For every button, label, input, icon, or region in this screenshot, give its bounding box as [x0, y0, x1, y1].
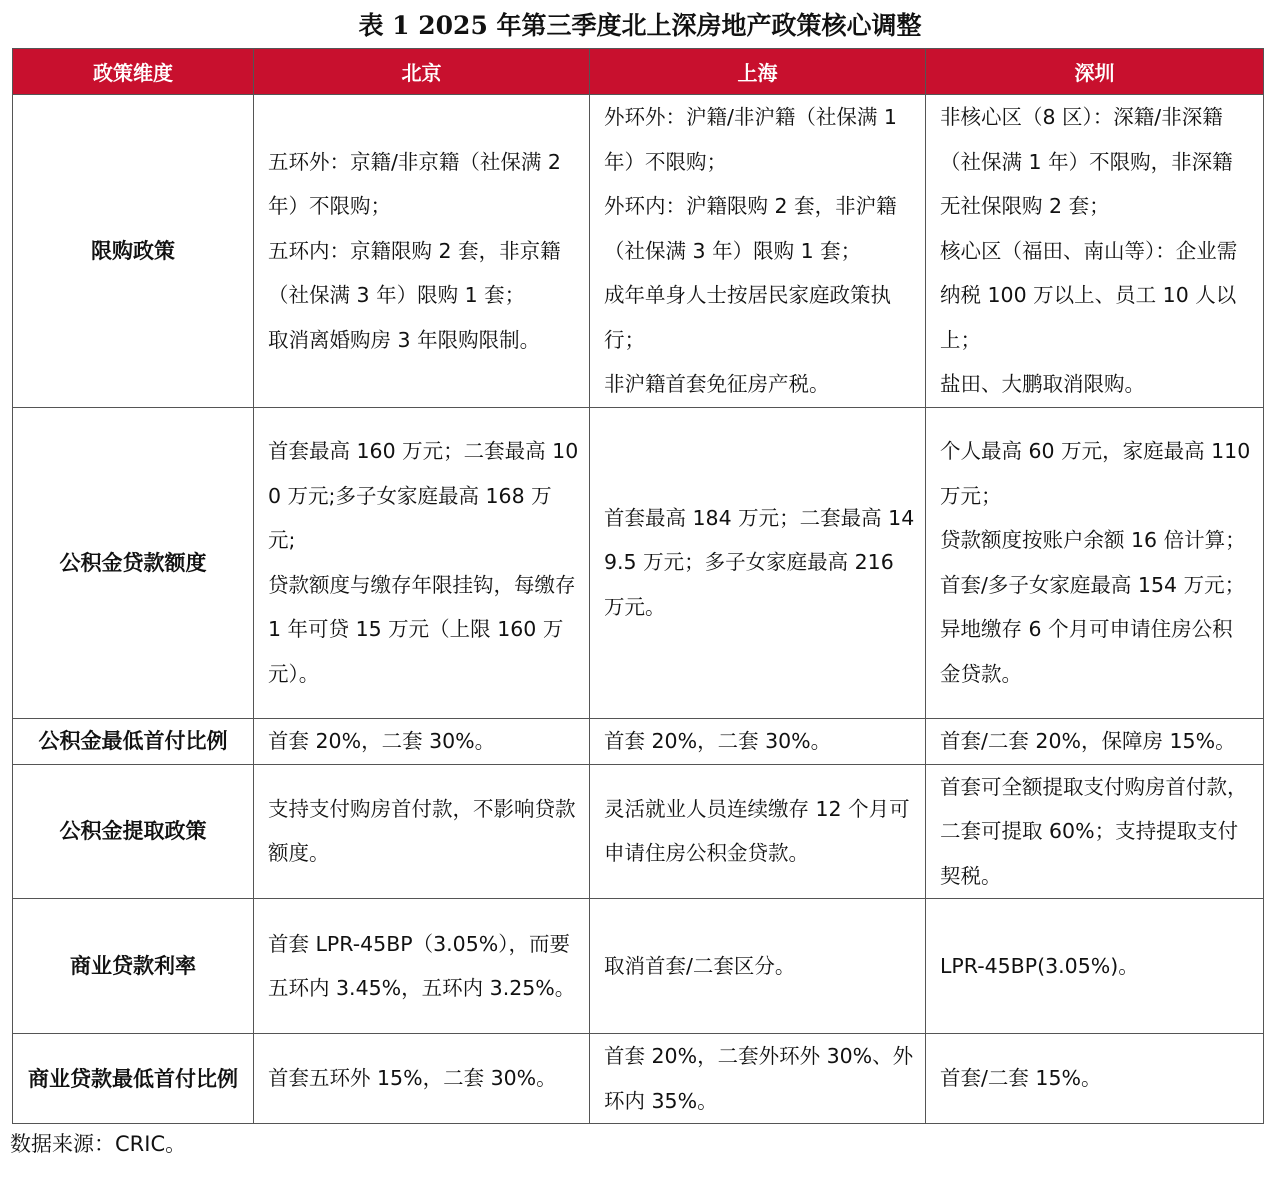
beijing-cell [254, 764, 590, 899]
cell-line: 取消离婚购房 3 年限购限制。 [268, 327, 541, 352]
cell-line: LPR-45BP(3.05%)。 [940, 953, 1139, 978]
shanghai-cell [590, 718, 926, 764]
beijing-cell [254, 1034, 590, 1124]
dimension-cell: 限购政策 [13, 95, 254, 408]
beijing-cell [254, 95, 590, 408]
policy-table [12, 48, 1264, 1124]
dimension-cell: 公积金最低首付比例 [13, 718, 254, 764]
header-beijing: 北京 [254, 49, 590, 95]
dimension-cell: 公积金提取政策 [13, 764, 254, 899]
header-shanghai: 上海 [590, 49, 926, 95]
shenzhen-cell [926, 718, 1264, 764]
cell-line: 个人最高 60 万元，家庭最高 110 万元； [940, 439, 1251, 508]
cell-line: 盐田、大鹏取消限购。 [940, 372, 1145, 396]
cell-line: 贷款额度与缴存年限挂钩，每缴存 1 年可贷 15 万元（上限 160 万元）。 [268, 572, 576, 686]
header-dimension: 政策维度 [13, 49, 254, 95]
beijing-cell [254, 407, 590, 718]
shanghai-cell [590, 899, 926, 1034]
header-shenzhen: 深圳 [926, 49, 1264, 95]
cell-line: 外环外：沪籍/非沪籍（社保满 1 年）不限购； [604, 105, 897, 174]
cell-line: 五环内：京籍限购 2 套，非京籍（社保满 3 年）限购 1 套； [268, 238, 561, 307]
shenzhen-cell [926, 95, 1264, 408]
cell-line: 成年单身人士按居民家庭政策执行； [604, 283, 891, 352]
cell-line: 非沪籍首套免征房产税。 [604, 372, 830, 396]
table-row [13, 1034, 1264, 1124]
data-source-note: 数据来源：CRIC。 [10, 1132, 187, 1156]
shenzhen-cell [926, 407, 1264, 718]
cell-line: 首套 20%，二套 30%。 [604, 728, 832, 753]
shenzhen-cell [926, 764, 1264, 899]
dimension-cell: 商业贷款利率 [13, 899, 254, 1034]
beijing-cell [254, 718, 590, 764]
table-row [13, 407, 1264, 718]
cell-line: 首套 LPR-45BP（3.05%），而要五环内 3.45%，五环内 3.25%。 [268, 931, 576, 1000]
table-title: 表 1 2025 年第三季度北上深房地产政策核心调整 [358, 11, 922, 40]
cell-line: 首套/二套 15%。 [940, 1066, 1102, 1091]
shenzhen-cell [926, 899, 1264, 1034]
shanghai-cell [590, 1034, 926, 1124]
shenzhen-cell [926, 1034, 1264, 1124]
cell-line: 外环内：沪籍限购 2 套，非沪籍（社保满 3 年）限购 1 套； [604, 194, 897, 263]
shanghai-cell [590, 764, 926, 899]
cell-line: 首套 20%，二套外环外 30%、外环内 35%。 [604, 1044, 914, 1113]
table-row [13, 718, 1264, 764]
cell-line: 五环外：京籍/非京籍（社保满 2 年）不限购； [268, 149, 561, 218]
table-header-row [13, 49, 1264, 95]
cell-line: 支持支付购房首付款，不影响贷款额度。 [268, 796, 576, 866]
dimension-cell: 公积金贷款额度 [13, 407, 254, 718]
cell-line: 贷款额度按账户余额 16 倍计算； [940, 528, 1246, 552]
cell-line: 首套最高 160 万元；二套最高 100 万元;多子女家庭最高 168 万元; [268, 439, 579, 552]
cell-line: 核心区（福田、南山等）：企业需纳税 100 万以上、员工 10 人以上； [940, 238, 1238, 352]
dimension-cell: 商业贷款最低首付比例 [13, 1034, 254, 1124]
cell-line: 非核心区（8 区）：深籍/非深籍（社保满 1 年）不限购，非深籍无社保限购 2 套； [940, 105, 1233, 218]
table-row [13, 95, 1264, 408]
cell-line: 首套五环外 15%，二套 30%。 [268, 1066, 557, 1091]
table-row [13, 899, 1264, 1034]
cell-line: 取消首套/二套区分。 [604, 953, 796, 978]
beijing-cell [254, 899, 590, 1034]
table-row [13, 764, 1264, 899]
cell-line: 首套可全额提取支付购房首付款，二套可提取 60%；支持提取支付契税。 [940, 774, 1248, 888]
cell-line: 灵活就业人员连续缴存 12 个月可申请住房公积金贷款。 [604, 796, 910, 866]
cell-line: 首套 20%，二套 30%。 [268, 728, 496, 753]
shanghai-cell [590, 95, 926, 408]
shanghai-cell [590, 407, 926, 718]
cell-line: 首套最高 184 万元；二套最高 149.5 万元；多子女家庭最高 216 万元。 [604, 505, 915, 619]
cell-line: 首套/二套 20%，保障房 15%。 [940, 728, 1236, 753]
cell-line: 首套/多子女家庭最高 154 万元；异地缴存 6 个月可申请住房公积金贷款。 [940, 572, 1246, 686]
